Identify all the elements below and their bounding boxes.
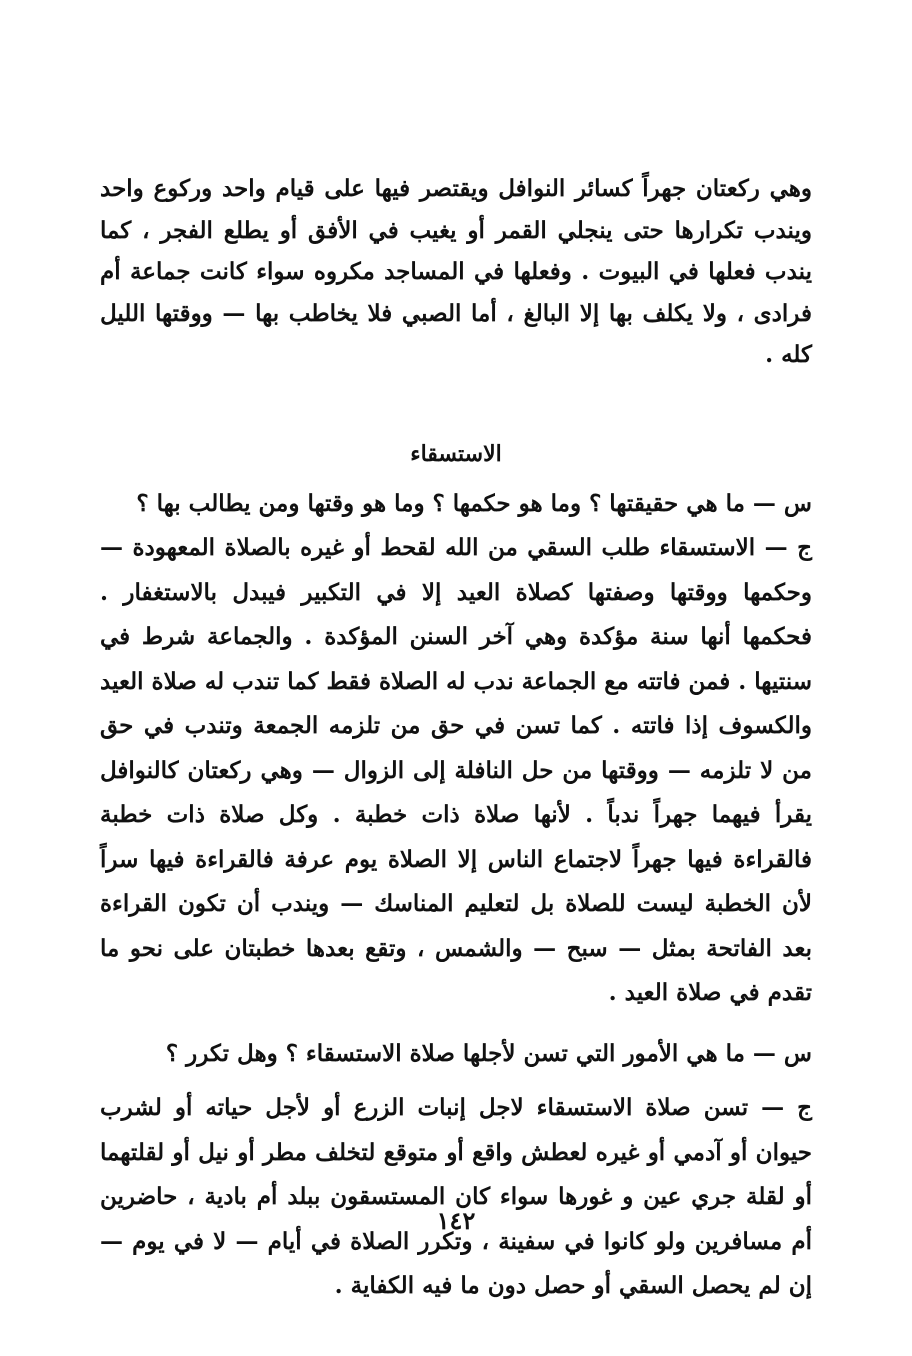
answer-2: ج — تسن صلاة الاستسقاء لاجل إنبات الزرع أو لأجل حياته أو لشرب حيوان أو آدمي أو غيره لعطش واقع أو متوقع لتخلف مطر أو نيل أو لقلتهما أو لقلة جري عين و غورها سواء كان المستسقون ببلد أم بادية ، حاضرين أم مسافرين ولو كانوا في سفينة ، وتكرر الصلاة في أيام — لا في يوم — إن لم يحصل السقي أو حصل دون ما فيه الكفاية . xyxy=(100,1094,812,1299)
page-number: ١٤٢ xyxy=(436,1206,476,1235)
question-1: س — ما هي حقيقتها ؟ وما هو حكمها ؟ وما هو وقتها ومن يطالب بها ؟ xyxy=(136,489,812,517)
section-title: الاستسقاء xyxy=(410,440,502,467)
question-2: س — ما هي الأمور التي تسن لأجلها صلاة الاستسقاء ؟ وهل تكرر ؟ xyxy=(165,1039,812,1067)
intro-paragraph: وهي ركعتان جهراً كسائر النوافل ويقتصر فيها على قيام واحد وركوع واحد ويندب تكرارها حتى ينجلي القمر أو يغيب في الأفق أو يطلع الفجر ، كما يندب فعلها في البيوت . وفعلها في المساجد مكروه سواء كانت جماعة أم فرادى ، ولا يكلف بها إلا البالغ ، أما الصبي فلا يخاطب بها — ووقتها الليل كله . xyxy=(100,175,812,368)
answer-1: ج — الاستسقاء طلب السقي من الله لقحط أو غيره بالصلاة المعهودة — وحكمها ووقتها وصفتها كصلاة العيد إلا في التكبير فيبدل بالاستغفار . فحكمها أنها سنة مؤكدة وهي آخر السنن المؤكدة . والجماعة شرط في سنتيها . فمن فاتته مع الجماعة ندب له الصلاة فقط كما تندب له صلاة العيد والكسوف إذا فاتته . كما تسن في حق من تلزمه الجمعة وتندب في حق من لا تلزمه — ووقتها من حل النافلة إلى الزوال — وهي ركعتان كالنوافل يقرأ فيهما جهراً ندباً . لأنها صلاة ذات خطبة . وكل صلاة ذات خطبة فالقراءة فيها جهراً لاجتماع الناس إلا الصلاة يوم عرفة فالقراءة فيها سراً لأن الخطبة ليست للصلاة بل لتعليم المناسك — ويندب أن تكون القراءة بعد الفاتحة بمثل — سبح — والشمس ، وتقع بعدها خطبتان على نحو ما تقدم في صلاة العيد . xyxy=(100,534,812,1006)
